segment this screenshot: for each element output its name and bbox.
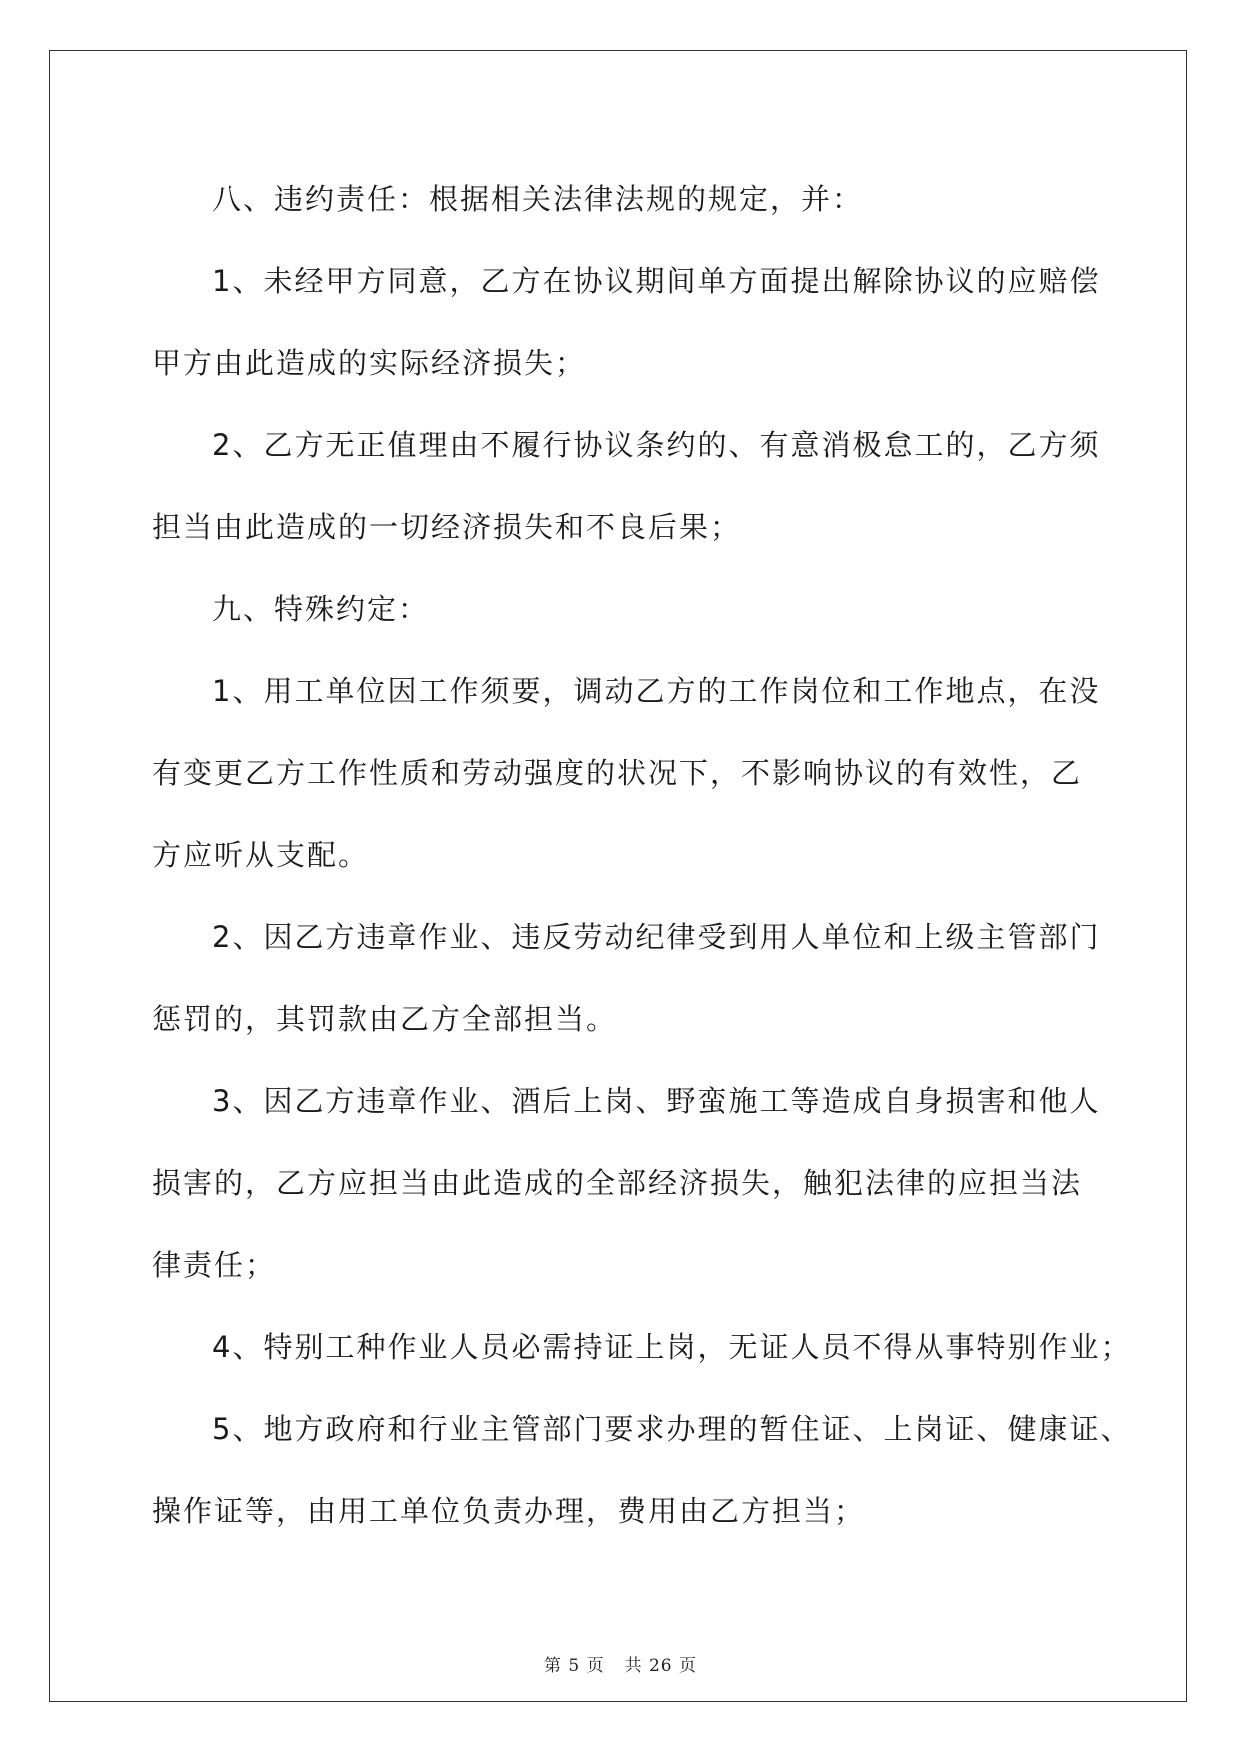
page-footer bbox=[0, 1651, 1241, 1676]
text-line: 方应听从支配。 bbox=[152, 838, 370, 872]
text-line: 5、地方政府和行业主管部门要求办理的暂住证、上岗证、健康证、 bbox=[212, 1412, 1132, 1446]
document-body bbox=[152, 158, 1132, 1552]
text-line: 操作证等，由用工单位负责办理，费用由乙方担当； bbox=[152, 1494, 866, 1528]
text-line: 有变更乙方工作性质和劳动强度的状况下，不影响协议的有效性，乙 bbox=[152, 756, 1083, 790]
text-line: 2、乙方无正值理由不履行协议条约的、有意消极怠工的，乙方须 bbox=[212, 428, 1101, 462]
text-line: 律责任； bbox=[152, 1248, 277, 1282]
text-line: 担当由此造成的一切经济损失和不良后果； bbox=[152, 510, 742, 544]
page-total: 共 26 页 bbox=[624, 1656, 698, 1676]
text-line: 损害的，乙方应担当由此造成的全部经济损失，触犯法律的应担当法 bbox=[152, 1166, 1083, 1200]
text-line: 3、因乙方违章作业、酒后上岗、野蛮施工等造成自身损害和他人 bbox=[212, 1084, 1101, 1118]
text-line: 4、特别工种作业人员必需持证上岗，无证人员不得从事特别作业； bbox=[212, 1330, 1132, 1364]
page-number: 第 5 页 bbox=[543, 1656, 605, 1676]
text-line: 1、未经甲方同意，乙方在协议期间单方面提出解除协议的应赔偿 bbox=[212, 264, 1101, 298]
text-line: 九、特殊约定： bbox=[212, 592, 430, 626]
text-line: 惩罚的，其罚款由乙方全部担当。 bbox=[152, 1002, 618, 1036]
text-line: 甲方由此造成的实际经济损失； bbox=[152, 346, 587, 380]
text-line: 2、因乙方违章作业、违反劳动纪律受到用人单位和上级主管部门 bbox=[212, 920, 1101, 954]
text-line: 1、用工单位因工作须要，调动乙方的工作岗位和工作地点，在没 bbox=[212, 674, 1101, 708]
text-line: 八、违约责任：根据相关法律法规的规定，并： bbox=[212, 182, 864, 216]
